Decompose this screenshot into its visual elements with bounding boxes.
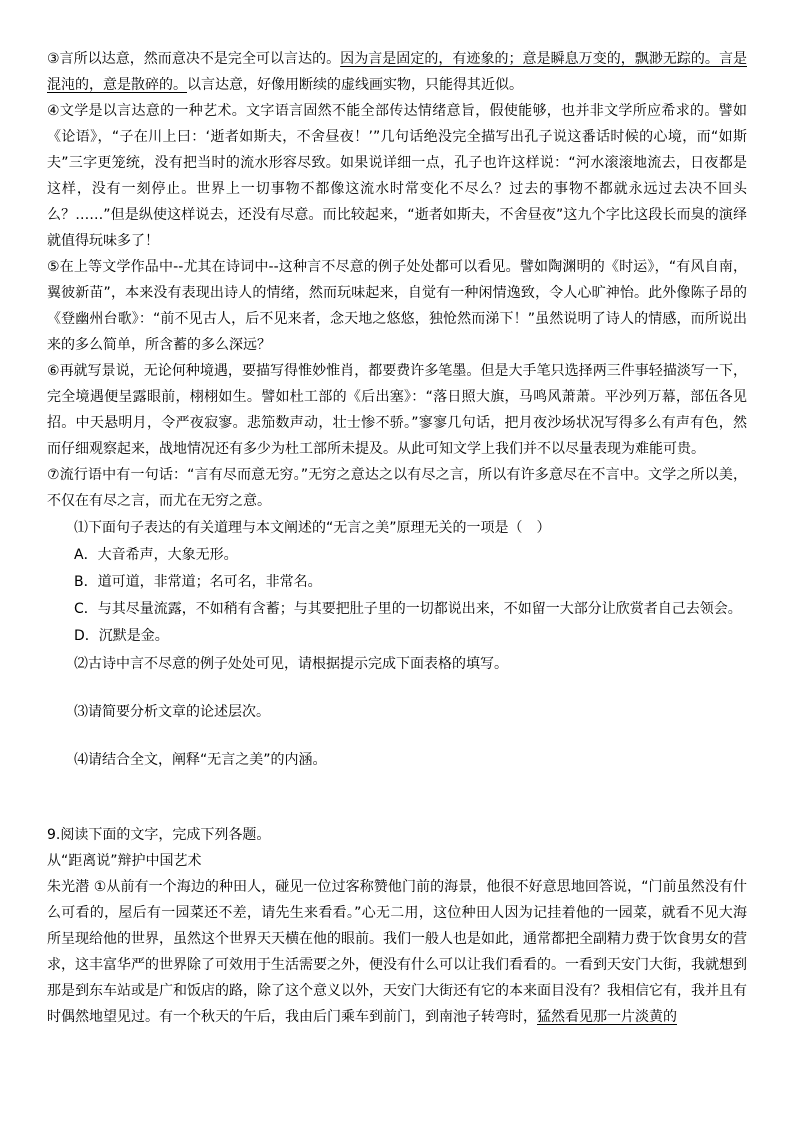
paragraph-5: ⑤在上等文学作品中--尤其在诗词中--这种言不尽意的例子处处都可以看见。譬如陶渊明的《时运》，“有风自南，翼彼新苗”，本来没有表现出诗人的情绪，然而玩味起来，自觉有一种闲情逸致，令人心旷神怡。此外像陈子昂的《登幽州台歌》：“前不见古人，后不见来者，念天地之悠悠，独怆然而涕下！”虽然说明了诗人的情感，而所说出来的多么简单，所含蓄的多么深远？ xyxy=(47,259,747,353)
article-title: 从“距离说”辩护中国艺术 xyxy=(47,853,202,869)
section-9-heading: 9.阅读下面的文字，完成下列各题。 xyxy=(47,827,271,843)
answer-space xyxy=(47,726,747,746)
paragraph-3-tail: 以言达意，好像用断续的虚线画实物，只能得其近似。 xyxy=(187,77,523,93)
paragraph-3-lead: ③言所以达意，然而意决不是完全可以言达的。 xyxy=(47,51,341,67)
option-a: A．大音希声，大象无形。 xyxy=(74,547,238,563)
underlined-phrase: 猛然看见那一片淡黄的 xyxy=(537,1009,677,1025)
option-d: D．沉默是金。 xyxy=(74,628,169,644)
answer-space xyxy=(47,774,747,822)
paragraph-7: ⑦流行语中有一句话：“言有尽而意无穷。”无穷之意达之以有尽之言，所以有许多意尽在不言中。文学之所以美，不仅在有尽之言，而尤在无穷之意。 xyxy=(47,467,747,509)
question-1: ⑴下面句子表达的有关道理与本文阐述的“无言之美”原理无关的一项是（ ） xyxy=(74,520,551,536)
answer-space xyxy=(47,678,747,698)
question-4: ⑷请结合全文，阐释“无言之美”的内涵。 xyxy=(74,752,327,768)
document-page xyxy=(47,46,747,1030)
paragraph-3 xyxy=(47,46,747,98)
underlined-sentence: 因为言是固定的，有迹象的；意是瞬息万变的，飘渺无踪的。言是混沌的，意是散碎的。 xyxy=(47,51,747,93)
option-b: B．道可道，非常道；名可名，非常名。 xyxy=(74,574,322,590)
paragraph-6: ⑥再就写景说，无论何种境遇，要描写得惟妙惟肖，都要费许多笔墨。但是大手笔只选择两三件事轻描淡写一下，完全境遇便呈露眼前，栩栩如生。譬如杜工部的《后出塞》：“落日照大旗，马鸣风萧萧。平沙列万幕，部伍各见招。中天悬明月，令严夜寂寥。悲笳数声动，壮士惨不骄。”寥寥几句话，把月夜沙场状况写得多么有声有色，然而仔细观察起来，战地情况还有多少为杜工部所未提及。从此可知文学上我们并不以尽量表现为难能可贵。 xyxy=(47,363,747,457)
question-2: ⑵古诗中言不尽意的例子处处可见，请根据提示完成下面表格的填写。 xyxy=(74,656,508,672)
question-3: ⑶请简要分析文章的论述层次。 xyxy=(74,704,270,720)
article-body xyxy=(47,874,747,1030)
option-c: C．与其尽量流露，不如稍有含蓄；与其要把肚子里的一切都说出来，不如留一大部分让欣赏者自己去领会。 xyxy=(74,601,742,617)
article-body-text: 朱光潜 ①从前有一个海边的种田人，碰见一位过客称赞他门前的海景，他很不好意思地回答说，“门前虽然没有什么可看的，屋后有一园菜还不差，请先生来看看。”心无二用，这位种田人因为记挂着他的一园菜，就看不见大海所呈现给他的世界，虽然这个世界天天横在他的眼前。我们一般人也是如此，通常都把全副精力费于饮食男女的营求，这丰富华严的世界除了可效用于生活需要之外，便没有什么可以让我们看看的。一看到天安门大街，我就想到那是到东车站或是广和饭店的路，除了这个意义以外，天安门大街还有它的本来面目没有？我相信它有，我并且有时偶然地望见过。有一个秋天的午后，我由后门乘车到前门，到南池子转弯时， xyxy=(47,879,747,1025)
paragraph-4: ④文学是以言达意的一种艺术。文字语言固然不能全部传达情绪意旨，假使能够，也并非文学所应希求的。譬如《论语》，“子在川上曰：‘逝者如斯夫，不舍昼夜！’”几句话绝没完全描写出孔子说这番话时候的心境，而“如斯夫”三字更笼统，没有把当时的流水形容尽致。如果说详细一点，孔子也许这样说：“河水滚滚地流去，日夜都是这样，没有一刻停止。世界上一切事物不都像这流水时常变化不尽么？过去的事物不都就永远过去决不回头么？……”但是纵使这样说去，还没有尽意。而比较起来，“逝者如斯夫，不舍昼夜”这九个字比这段长而臭的演绎就值得玩味多了！ xyxy=(47,103,747,249)
